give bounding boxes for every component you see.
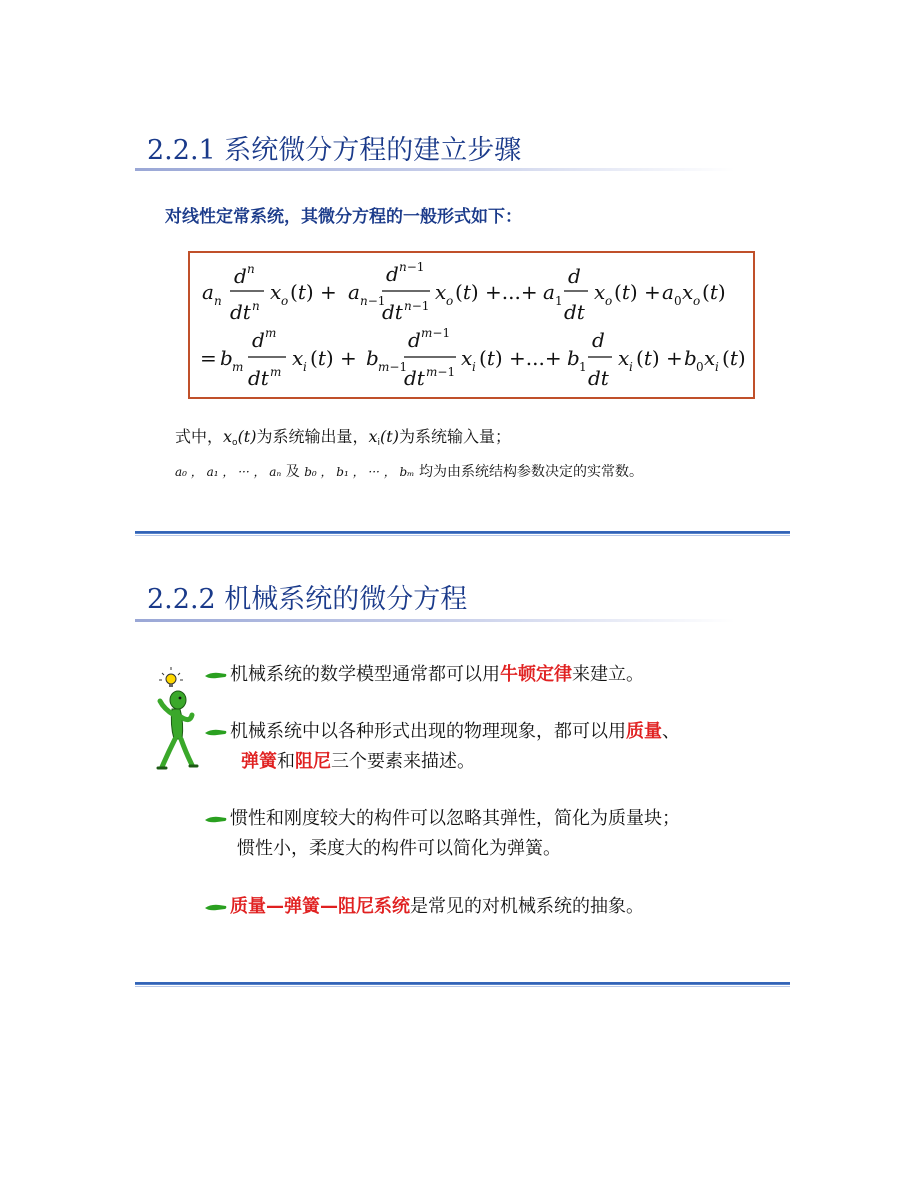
svg-text:n: n xyxy=(252,299,260,313)
thinking-figure-icon xyxy=(150,665,200,775)
section-1-title: 2.2.1 系统微分方程的建立步骤 xyxy=(147,135,522,166)
svg-text:x: x xyxy=(618,346,630,370)
svg-text:m−1: m−1 xyxy=(421,326,451,340)
svg-text:i: i xyxy=(303,360,307,374)
svg-text:d: d xyxy=(234,264,247,288)
svg-text:n−1: n−1 xyxy=(360,294,386,308)
svg-text:d: d xyxy=(252,328,265,352)
svg-text:dt: dt xyxy=(564,300,585,324)
svg-text:o: o xyxy=(446,294,454,308)
svg-text:m−1: m−1 xyxy=(426,365,456,379)
svg-text:b: b xyxy=(567,346,580,370)
svg-text:(t) +: (t) + xyxy=(636,346,683,370)
svg-text:o: o xyxy=(281,294,289,308)
bullet-2: 机械系统中以各种形式出现的物理现象，都可以用质量、 弹簧和阻尼三个要素来描述。 xyxy=(205,717,785,777)
svg-text:(t) +...+: (t) +...+ xyxy=(479,346,562,370)
svg-text:(t) +: (t) + xyxy=(614,280,661,304)
svg-text:d: d xyxy=(408,328,421,352)
svg-text:n−1: n−1 xyxy=(399,260,425,274)
svg-text:x: x xyxy=(461,346,473,370)
svg-text:0: 0 xyxy=(696,360,704,374)
equation-line-1 xyxy=(202,260,726,324)
differential-equation xyxy=(190,253,753,397)
svg-text:o: o xyxy=(693,294,701,308)
svg-text:(t) +: (t) + xyxy=(290,280,337,304)
svg-text:m: m xyxy=(232,360,244,374)
svg-text:x: x xyxy=(435,280,447,304)
section-separator-2 xyxy=(135,982,790,985)
svg-text:dt: dt xyxy=(404,366,425,390)
bullet-3: 惯性和刚度较大的构件可以忽略其弹性，简化为质量块； 惯性小，柔度大的构件可以简化为弹簧。 xyxy=(205,804,680,864)
svg-text:i: i xyxy=(715,360,719,374)
intro-text: 对线性定常系统，其微分方程的一般形式如下： xyxy=(165,207,522,227)
svg-text:1: 1 xyxy=(555,294,563,308)
svg-text:a: a xyxy=(662,280,674,304)
svg-text:dt: dt xyxy=(588,366,609,390)
svg-text:(t) +...+: (t) +...+ xyxy=(455,280,538,304)
svg-text:dt: dt xyxy=(382,300,403,324)
pointer-hand-icon xyxy=(205,815,227,823)
svg-text:i: i xyxy=(472,360,476,374)
svg-text:b: b xyxy=(366,346,379,370)
section-1-title-rule xyxy=(135,168,735,171)
pointer-hand-icon xyxy=(205,903,227,911)
svg-text:x: x xyxy=(594,280,606,304)
svg-text:a: a xyxy=(202,280,214,304)
svg-text:d: d xyxy=(592,328,605,352)
svg-text:dt: dt xyxy=(248,366,269,390)
pointer-hand-icon xyxy=(205,728,227,736)
svg-text:(t) +: (t) + xyxy=(310,346,357,370)
svg-text:dt: dt xyxy=(230,300,251,324)
svg-text:0: 0 xyxy=(674,294,682,308)
svg-text:x: x xyxy=(270,280,282,304)
svg-text:o: o xyxy=(605,294,613,308)
svg-text:x: x xyxy=(292,346,304,370)
lightbulb-icon xyxy=(159,667,183,687)
svg-text:(t): (t) xyxy=(702,280,726,304)
svg-text:n−1: n−1 xyxy=(404,299,430,313)
section-2-title-rule xyxy=(135,619,735,622)
svg-text:a: a xyxy=(348,280,360,304)
section-2-title: 2.2.2 机械系统的微分方程 xyxy=(147,584,468,615)
svg-text:m: m xyxy=(265,326,277,340)
pointer-hand-icon xyxy=(205,671,227,679)
equation-box xyxy=(188,251,755,399)
svg-text:x: x xyxy=(704,346,716,370)
svg-text:m: m xyxy=(270,365,282,379)
where-line-1: 式中，$x_o(t)$为系统输出量，$x_i(t)$为系统输入量； xyxy=(175,427,511,448)
svg-text:n: n xyxy=(247,262,255,276)
svg-text:d: d xyxy=(568,264,581,288)
svg-text:b: b xyxy=(684,346,697,370)
section-separator-1 xyxy=(135,531,790,534)
svg-text:b: b xyxy=(220,346,233,370)
svg-text:=: = xyxy=(200,346,217,370)
bullet-1: 机械系统的数学模型通常都可以用牛顿定律来建立。 xyxy=(205,660,644,690)
where-line-2: a₀ ， a₁ ， ··· ， aₙ 及 b₀ ， b₁ ， ··· ， bₘ 均为由系统结构参数决定的实常数。 xyxy=(175,464,643,480)
svg-text:n: n xyxy=(214,294,222,308)
bullet-4: 质量—弹簧—阻尼系统是常见的对机械系统的抽象。 xyxy=(205,892,644,922)
svg-text:(t): (t) xyxy=(722,346,746,370)
svg-text:a: a xyxy=(543,280,555,304)
svg-text:1: 1 xyxy=(579,360,587,374)
equation-line-2 xyxy=(200,326,746,390)
svg-text:i: i xyxy=(629,360,633,374)
svg-text:d: d xyxy=(386,262,399,286)
svg-text:x: x xyxy=(682,280,694,304)
svg-text:m−1: m−1 xyxy=(378,360,408,374)
